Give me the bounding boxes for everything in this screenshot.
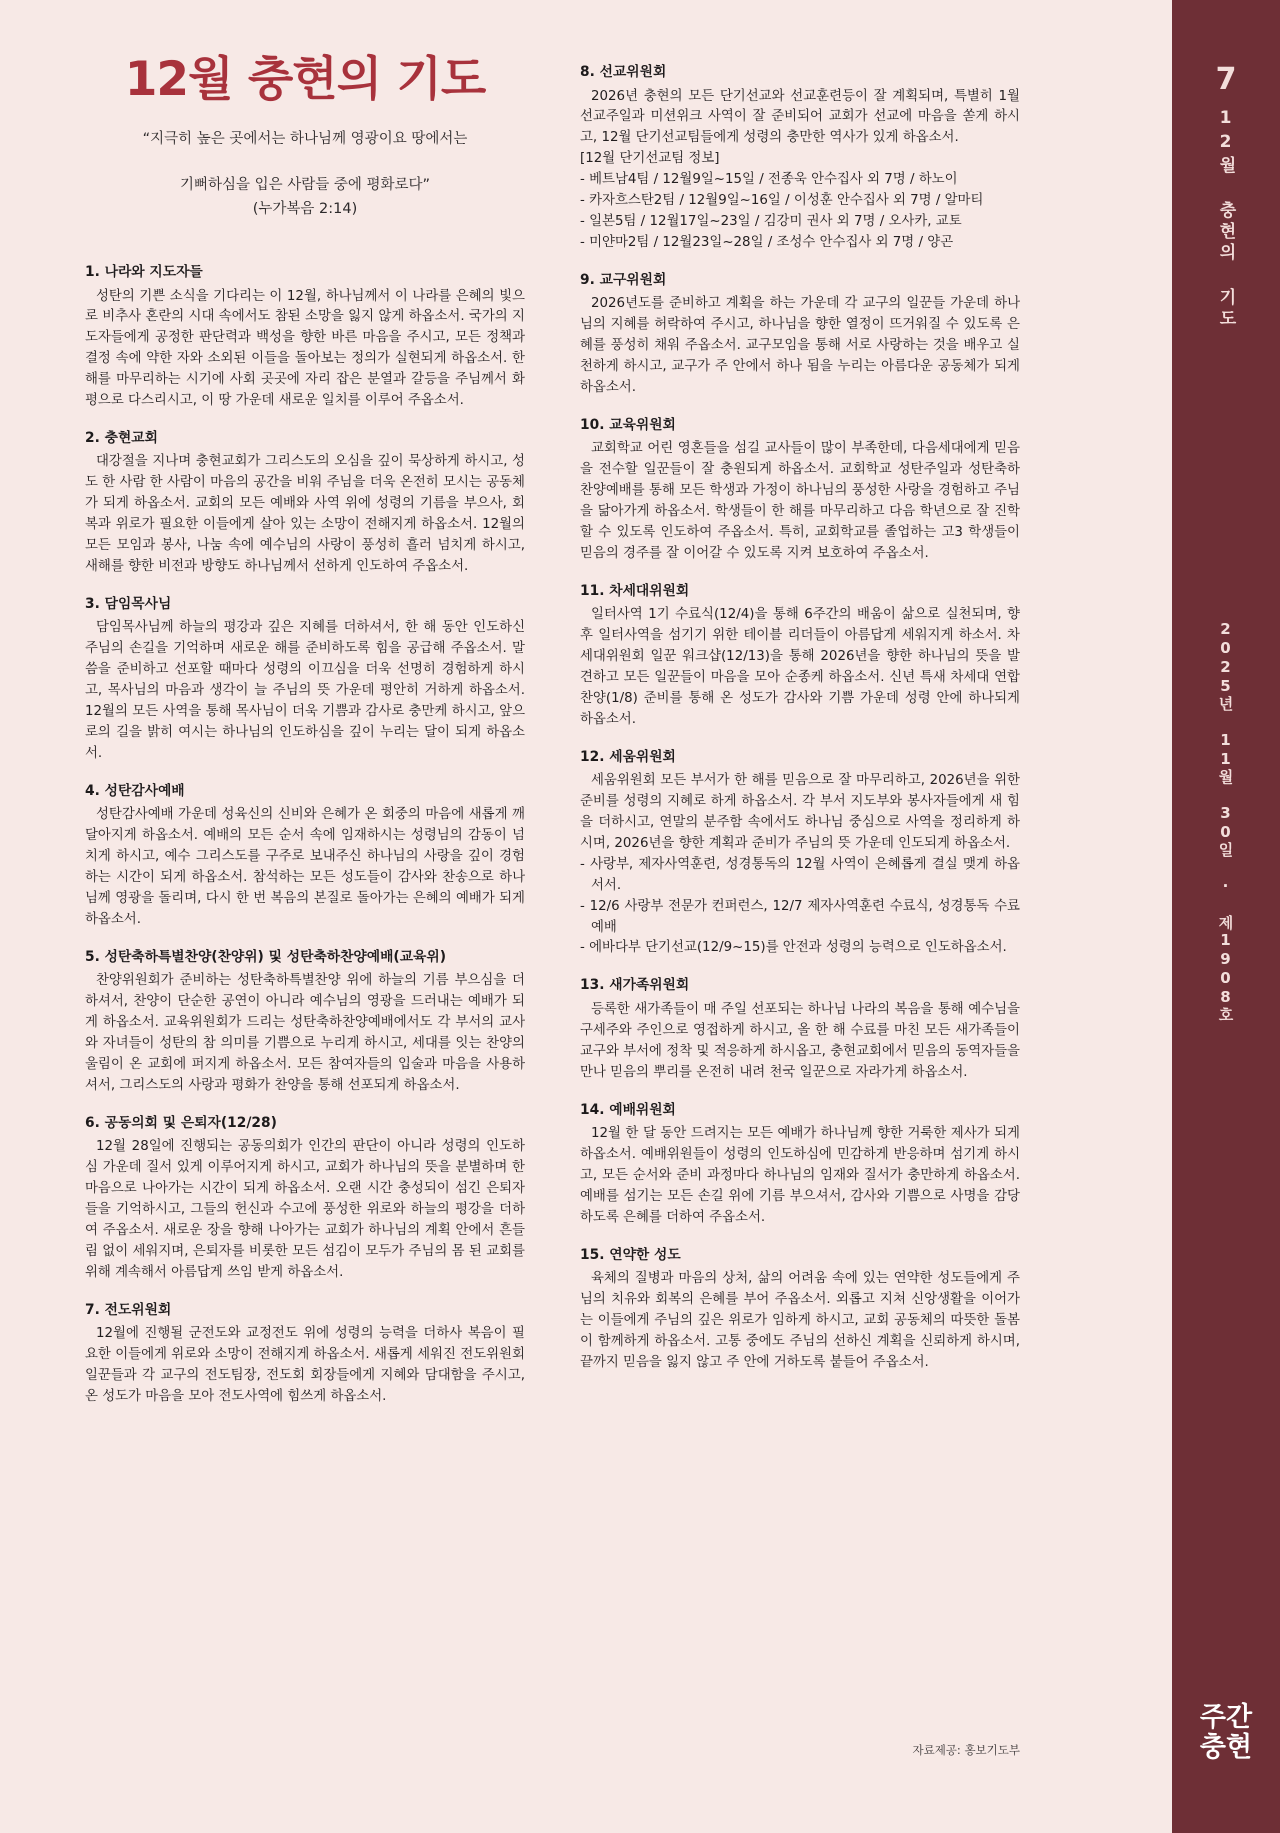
section-heading: 10. 교육위원회 [580,416,676,433]
masthead [60,54,550,221]
section-body: 2026년도를 준비하고 계획을 하는 가운데 각 교구의 일꾼들 가운데 하나님의 지혜를 허락하여 주시고, 하나님을 향한 열정이 뜨거워질 수 있도록 은혜를 풍성히 채워 주옵소서. 교구모임을 통해 서로 사랑하는 것을 배우고 실천하게 하시고, 교구가 주 안에서 하나 됨을 누리는 아름다운 공동체가 되게 하옵소서. [580,296,1020,395]
page-sidebar [1172,0,1280,1833]
section-heading: 4. 성탄감사예배 [85,782,185,799]
verse-line-2: 기뻐하심을 입은 사람들 중에 평화로다” [179,176,431,193]
prayer-section [580,581,1020,731]
prayer-section [580,747,1020,960]
brand-line-2: 충현 [1199,1731,1253,1763]
prayer-section [85,1113,525,1284]
prayer-section [580,415,1020,565]
section-body: 일터사역 1기 수료식(12/4)을 통해 6주간의 배움이 삶으로 실천되며, 향후 일터사역을 섬기기 위한 테이블 리더들이 아름답게 세워지게 하소서. 차세대위원회 일꾼 워크샵(12/13)을 통해 2026년을 향한 하나님의 뜻을 발견하고 모든 일꾼들이 마음을 모아 순종케 하옵소서. 신년 특새 차세대 연합찬양(1/8) 준비를 통해 온 성도가 감사와 기쁨 가운데 성령 안에 하나되게 하옵소서. [580,607,1020,727]
section-body: 12월 28일에 진행되는 공동의회가 인간의 판단이 아니라 성령의 인도하심 가운데 질서 있게 이루어지게 하시고, 교회가 하나님의 뜻을 분별하며 한마음으로 나아가는 시간이 되게 하옵소서. 오랜 시간 충성되이 섬긴 은퇴자들을 기억하시고, 그들의 헌신과 수고에 풍성한 위로와 하늘의 평강을 더하여 주옵소서. 새로운 장을 향해 나아가는 교회가 하나님의 계획 안에서 흔들림 없이 세워지며, 은퇴자를 비롯한 모든 섬김이 모두가 주님의 몸 된 교회를 위해 계속해서 아름답게 쓰임 받게 하옵소서. [85,1139,525,1280]
prayer-section [580,62,1020,254]
section-heading: 15. 연약한 성도 [580,1246,681,1263]
section-heading: 7. 전도위원회 [85,1301,172,1318]
prayer-section [580,1245,1020,1374]
list-item: - 카자흐스탄2팀 / 12월9일~16일 / 이성훈 안수집사 외 7명 / 알마티 [580,193,984,209]
page-number: 7 [1215,62,1237,97]
list-item: - 일본5팀 / 12월17일~23일 / 김강미 권사 외 7명 / 오사카, 교토 [580,213,962,229]
section-body: 등록한 새가족들이 매 주일 선포되는 하나님 나라의 복음을 통해 예수님을 구세주와 주인으로 영접하게 하시고, 올 한 해 수료를 마친 모든 새가족들이 교구와 부서에 정착 및 적응하게 하시옵고, 충현교회에서 믿음의 동역자들을 만나 믿음의 뿌리를 온전히 내려 천국 일꾼으로 자라가게 하옵소서. [580,1001,1020,1080]
list-item: - 사랑부, 제자사역훈련, 성경통독의 12월 사역이 은혜롭게 결실 맺게 하옵서서. [580,856,1020,893]
prayer-section [85,262,525,412]
sidebar-issue-info: 2025년 11월 30일 · 제1908호 [1216,620,1235,1023]
prayer-section [85,594,525,765]
section-body: 세움위원회 모든 부서가 한 해를 믿음으로 잘 마무리하고, 2026년을 위한 준비를 성령의 지혜로 하게 하옵소서. 각 부서 지도부와 봉사자들에게 새 힘을 더하시고, 연말의 분주함 속에서도 하나님 중심으로 사역을 정리하게 하시며, 2026년을 향한 계획과 준비가 주님의 뜻 가운데 인도되게 하옵소서. [580,773,1020,851]
section-heading: 2. 충현교회 [85,429,158,446]
mission-team-list [580,170,1020,254]
prayer-section [85,428,525,578]
section-body: 성탄감사예배 가운데 성육신의 신비와 은혜가 온 회중의 마음에 새롭게 깨달아지게 하옵소서. 예배의 모든 순서 속에 임재하시는 성령님의 감동이 넘치게 하시고, 예수 그리스도를 구주로 보내주신 하나님의 사랑을 깊이 경험하는 시간이 되게 하옵소서. 참석하는 모든 성도들이 감사와 찬송으로 하나님께 영광을 돌리며, 다시 한 번 복음의 본질로 돌아가는 은혜의 예배가 되게 하옵소서. [85,807,525,927]
section-heading: 8. 선교위원회 [580,64,667,80]
prayer-section [85,781,525,931]
section-body: 교회학교 어린 영혼들을 섬길 교사들이 많이 부족한데, 다음세대에게 믿음을 전수할 일꾼들이 잘 충원되게 하옵소서. 교회학교 성탄주일과 성탄축하 찬양예배를 통해 모든 학생과 가정이 하나님의 풍성한 사랑을 경험하고 주님을 닮아가게 하옵소서. 학생들이 한 해를 마무리하고 다음 학년으로 잘 진학할 수 있도록 인도하여 주옵소서. 특히, 교회학교를 졸업하는 고3 학생들이 믿음의 경주를 잘 이어갈 수 있도록 지켜 보호하여 주옵소서. [580,441,1020,561]
section-body: 육체의 질병과 마음의 상처, 삶의 어려움 속에 있는 연약한 성도들에게 주님의 치유와 회복의 은혜를 부어 주옵소서. 외롭고 지쳐 신앙생활을 이어가는 이들에게 주님의 깊은 위로가 임하게 하시고, 교회 공동체의 따뜻한 돌봄이 함께하게 하옵소서. 고통 중에도 주님의 선하신 계획을 신뢰하게 하시며, 끝까지 믿음을 잃지 않고 주 안에 거하도록 붙들어 주옵소서. [580,1271,1020,1370]
section-heading: 6. 공동의회 및 은퇴자(12/28) [85,1114,277,1131]
section-heading: 14. 예배위원회 [580,1101,676,1118]
section-heading: 13. 새가족위원회 [580,977,690,994]
prayer-section [85,1300,525,1408]
list-item: - 12/6 사랑부 전문가 컨퍼런스, 12/7 제자사역훈련 수료식, 성경통독 수료예배 [580,898,1020,935]
list-item: - 베트남4팀 / 12월9일~15일 / 전종욱 안수집사 외 7명 / 하노이 [580,172,958,188]
brand-line-1: 주간 [1199,1701,1253,1733]
section-heading: 11. 차세대위원회 [580,582,690,599]
mission-list-title: [12월 단기선교팀 정보] [580,151,720,167]
prayer-section [580,270,1020,399]
section-body: 찬양위원회가 준비하는 성탄축하특별찬양 위에 하늘의 기름 부으심을 더하셔서, 찬양이 단순한 공연이 아니라 예수님의 영광을 드러내는 예배가 되게 하옵소서. 교육위원회가 드리는 성탄축하찬양예배에서도 각 부서의 교사와 자녀들이 성탄의 참 의미를 기쁨으로 누리게 하시고, 세대를 잇는 찬양의 울림이 온 교회에 퍼지게 하옵소서. 모든 참여자들의 입술과 마음을 사용하셔서, 그리스도의 사랑과 평화가 찬양을 통해 선포되게 하옵소서. [85,973,525,1093]
publication-brand [1172,1703,1280,1763]
right-column [580,62,1020,1390]
list-item: - 에바다부 단기선교(12/9~15)를 안전과 성령의 능력으로 인도하옵소서. [580,940,1007,956]
section-heading: 9. 교구위원회 [580,271,667,288]
section-heading: 5. 성탄축하특별찬양(찬양위) 및 성탄축하찬양예배(교육위) [85,948,447,965]
section-body: 대강절을 지나며 충현교회가 그리스도의 오심을 깊이 묵상하게 하시고, 성도 한 사람 한 사람이 마음의 공간을 비워 주님을 더욱 온전히 모시는 공동체가 되게 하옵소서. 교회의 모든 예배와 사역 위에 성령의 기름을 부으사, 회복과 위로가 필요한 이들에게 살아 있는 소망이 전해지게 하옵소서. 12월의 모든 모임과 봉사, 나눔 속에 예수님의 사랑이 풍성히 흘러 넘치게 하시고, 새해를 향한 비전과 방향도 하나님께서 선하게 인도하여 주옵소서. [85,454,525,574]
list-item: - 미얀마2팀 / 12월23일~28일 / 조성수 안수집사 외 7명 / 양곤 [580,234,954,250]
sidebar-vertical-title: 12월 충현의 기도 [1215,108,1236,330]
section-heading: 12. 세움위원회 [580,748,676,765]
section-heading: 3. 담임목사님 [85,595,172,612]
ministry-event-list [580,855,1020,960]
section-heading: 1. 나라와 지도자들 [85,264,203,280]
prayer-section [85,947,525,1097]
section-body: 담임목사님께 하늘의 평강과 깊은 지혜를 더하셔서, 한 해 동안 인도하신 주님의 손길을 기억하며 새로운 해를 준비하도록 힘을 공급해 주옵소서. 말씀을 준비하고 선포할 때마다 성령의 이끄심을 더욱 선명히 경험하게 하시고, 목사님의 마음과 생각이 늘 주님의 뜻 가운데 평안히 거하게 하옵소서. 12월의 모든 사역을 통해 목사님이 더욱 기쁨과 감사로 충만케 하시고, 앞으로의 길을 밝히 여시는 하나님의 인도하심을 깊이 누리는 달이 되게 하옵소서. [85,620,525,761]
prayer-section [580,975,1020,1083]
section-body: 2026년 충현의 모든 단기선교와 선교훈련등이 잘 계획되며, 특별히 1월 선교주일과 미션위크 사역이 잘 준비되어 교회가 선교에 마음을 쏟게 하시고, 12월 단기선교팀들에게 성령의 충만한 역사가 있게 하옵소서. [580,88,1020,146]
section-body: 성탄의 기쁜 소식을 기다리는 이 12월, 하나님께서 이 나라를 은혜의 빛으로 비추사 혼란의 시대 속에서도 참된 소망을 잃지 않게 하옵소서. 국가의 지도자들에게 공정한 판단력과 백성을 향한 바른 마음을 주시고, 모든 정책과 결정 속에 약한 자와 소외된 이들을 돌아보는 정의가 실현되게 하옵소서. 한 해를 마무리하는 시기에 사회 곳곳에 자리 잡은 분열과 갈등을 주님께서 화평으로 다스리시고, 이 땅 가운데 새로운 일치를 이루어 주옵소서. [85,288,525,409]
page-title: 12월 충현의 기도 [124,52,486,107]
verse-reference: (누가복음 2:14) [252,200,358,217]
verse-line-1: “지극히 높은 곳에서는 하나님께 영광이요 땅에서는 [142,130,468,147]
prayer-section [580,1100,1020,1229]
section-body: 12월 한 달 동안 드려지는 모든 예배가 하나님께 향한 거룩한 제사가 되게 하옵소서. 예배위원들이 성령의 인도하심에 민감하게 반응하며 섬기게 하시고, 모든 순서와 준비 과정마다 하나님의 임재와 질서가 충만하게 하옵소서. 예배를 섬기는 모든 손길 위에 기름 부으셔서, 감사와 기쁨으로 사명을 감당하도록 은혜를 더하여 주옵소서. [580,1126,1020,1225]
left-column [85,262,525,1424]
source-credit: 자료제공: 홍보기도부 [912,1743,1020,1757]
section-body: 12월에 진행될 군전도와 교정전도 위에 성령의 능력을 더하사 복음이 필요한 이들에게 위로와 소망이 전해지게 하옵소서. 새롭게 세워진 전도위원회 일꾼들과 각 교구의 전도팀장, 전도회 회장들에게 지혜와 담대함을 주시고, 온 성도가 마음을 모아 전도사역에 힘쓰게 하옵소서. [85,1326,525,1404]
